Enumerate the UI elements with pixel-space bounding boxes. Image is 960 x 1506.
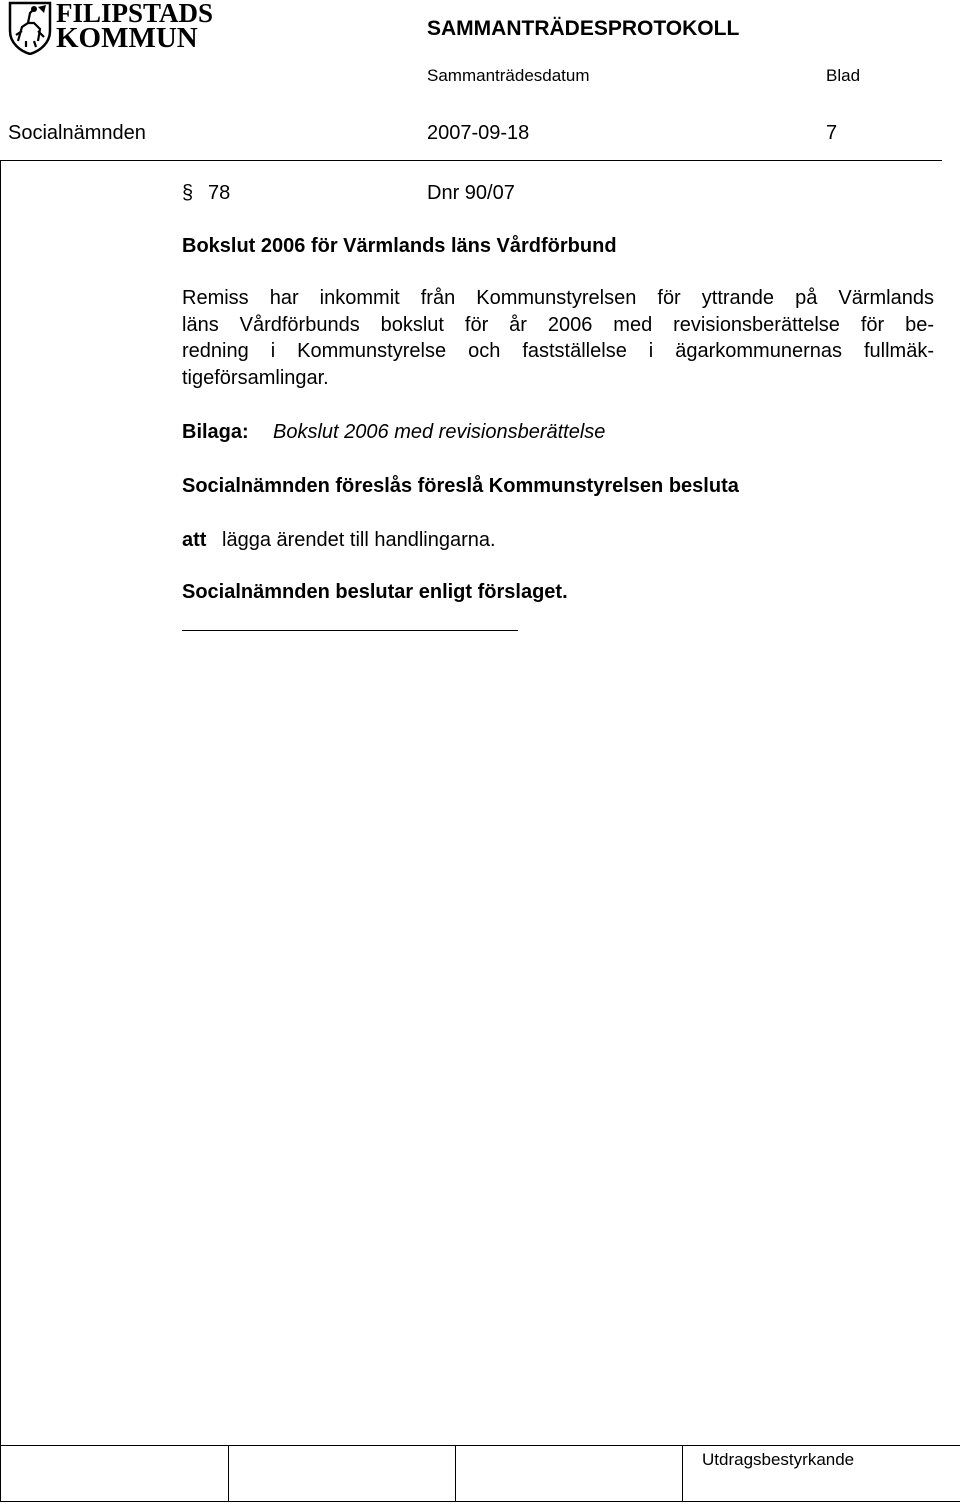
end-of-item-rule — [182, 630, 518, 631]
body-line: läns Vårdförbunds bokslut för år 2006 med revisionsberättelse för be- — [182, 313, 934, 336]
attachment-label: Bilaga: — [182, 421, 249, 443]
signature-table-bottom — [0, 1501, 960, 1502]
att-clause: lägga ärendet till handlingarna. — [222, 529, 496, 551]
case-description — [182, 285, 934, 391]
decision-text: Socialnämnden beslutar enligt förslaget. — [182, 581, 568, 603]
signature-box-divider — [228, 1445, 229, 1502]
coat-of-arms-icon — [8, 1, 52, 55]
signature-box-divider — [455, 1445, 456, 1502]
att-label: att — [182, 529, 207, 551]
registration-number: Dnr 90/07 — [427, 182, 515, 204]
body-line: redning i Kommunstyrelse och fastställelse i ägarkommunernas fullmäk- — [182, 340, 934, 362]
page-number: 7 — [826, 122, 838, 144]
attachment-text: Bokslut 2006 med revisionsberättelse — [273, 421, 606, 443]
case-title: Bokslut 2006 för Värmlands läns Vårdförbund — [182, 235, 617, 257]
logo-text-line1: FILIPSTADS — [56, 0, 214, 28]
proposal-text: Socialnämnden föreslås föreslå Kommunstyrelsen besluta — [182, 475, 739, 497]
frame-left-rule — [0, 160, 1, 1446]
signature-box-divider — [682, 1445, 683, 1502]
body-line: tigeförsamlingar. — [182, 366, 329, 389]
municipality-logo — [8, 0, 213, 56]
body-line: Remiss har inkommit från Kommunstyrelsen för yttrande på Värmlands — [182, 287, 934, 309]
frame-top-rule — [0, 160, 942, 161]
signature-box-divider — [0, 1445, 1, 1502]
section-number: 78 — [208, 182, 231, 204]
meeting-date-label: Sammanträdesdatum — [427, 66, 590, 85]
document-type-title: SAMMANTRÄDESPROTOKOLL — [427, 17, 740, 40]
certification-label: Utdragsbestyrkande — [702, 1450, 855, 1469]
committee-name: Socialnämnden — [8, 122, 146, 144]
signature-table-top — [0, 1445, 960, 1446]
page-label: Blad — [826, 66, 861, 85]
meeting-date: 2007-09-18 — [427, 122, 530, 144]
logo-text-line2: KOMMUN — [56, 22, 198, 54]
section-sign: § — [182, 182, 194, 204]
